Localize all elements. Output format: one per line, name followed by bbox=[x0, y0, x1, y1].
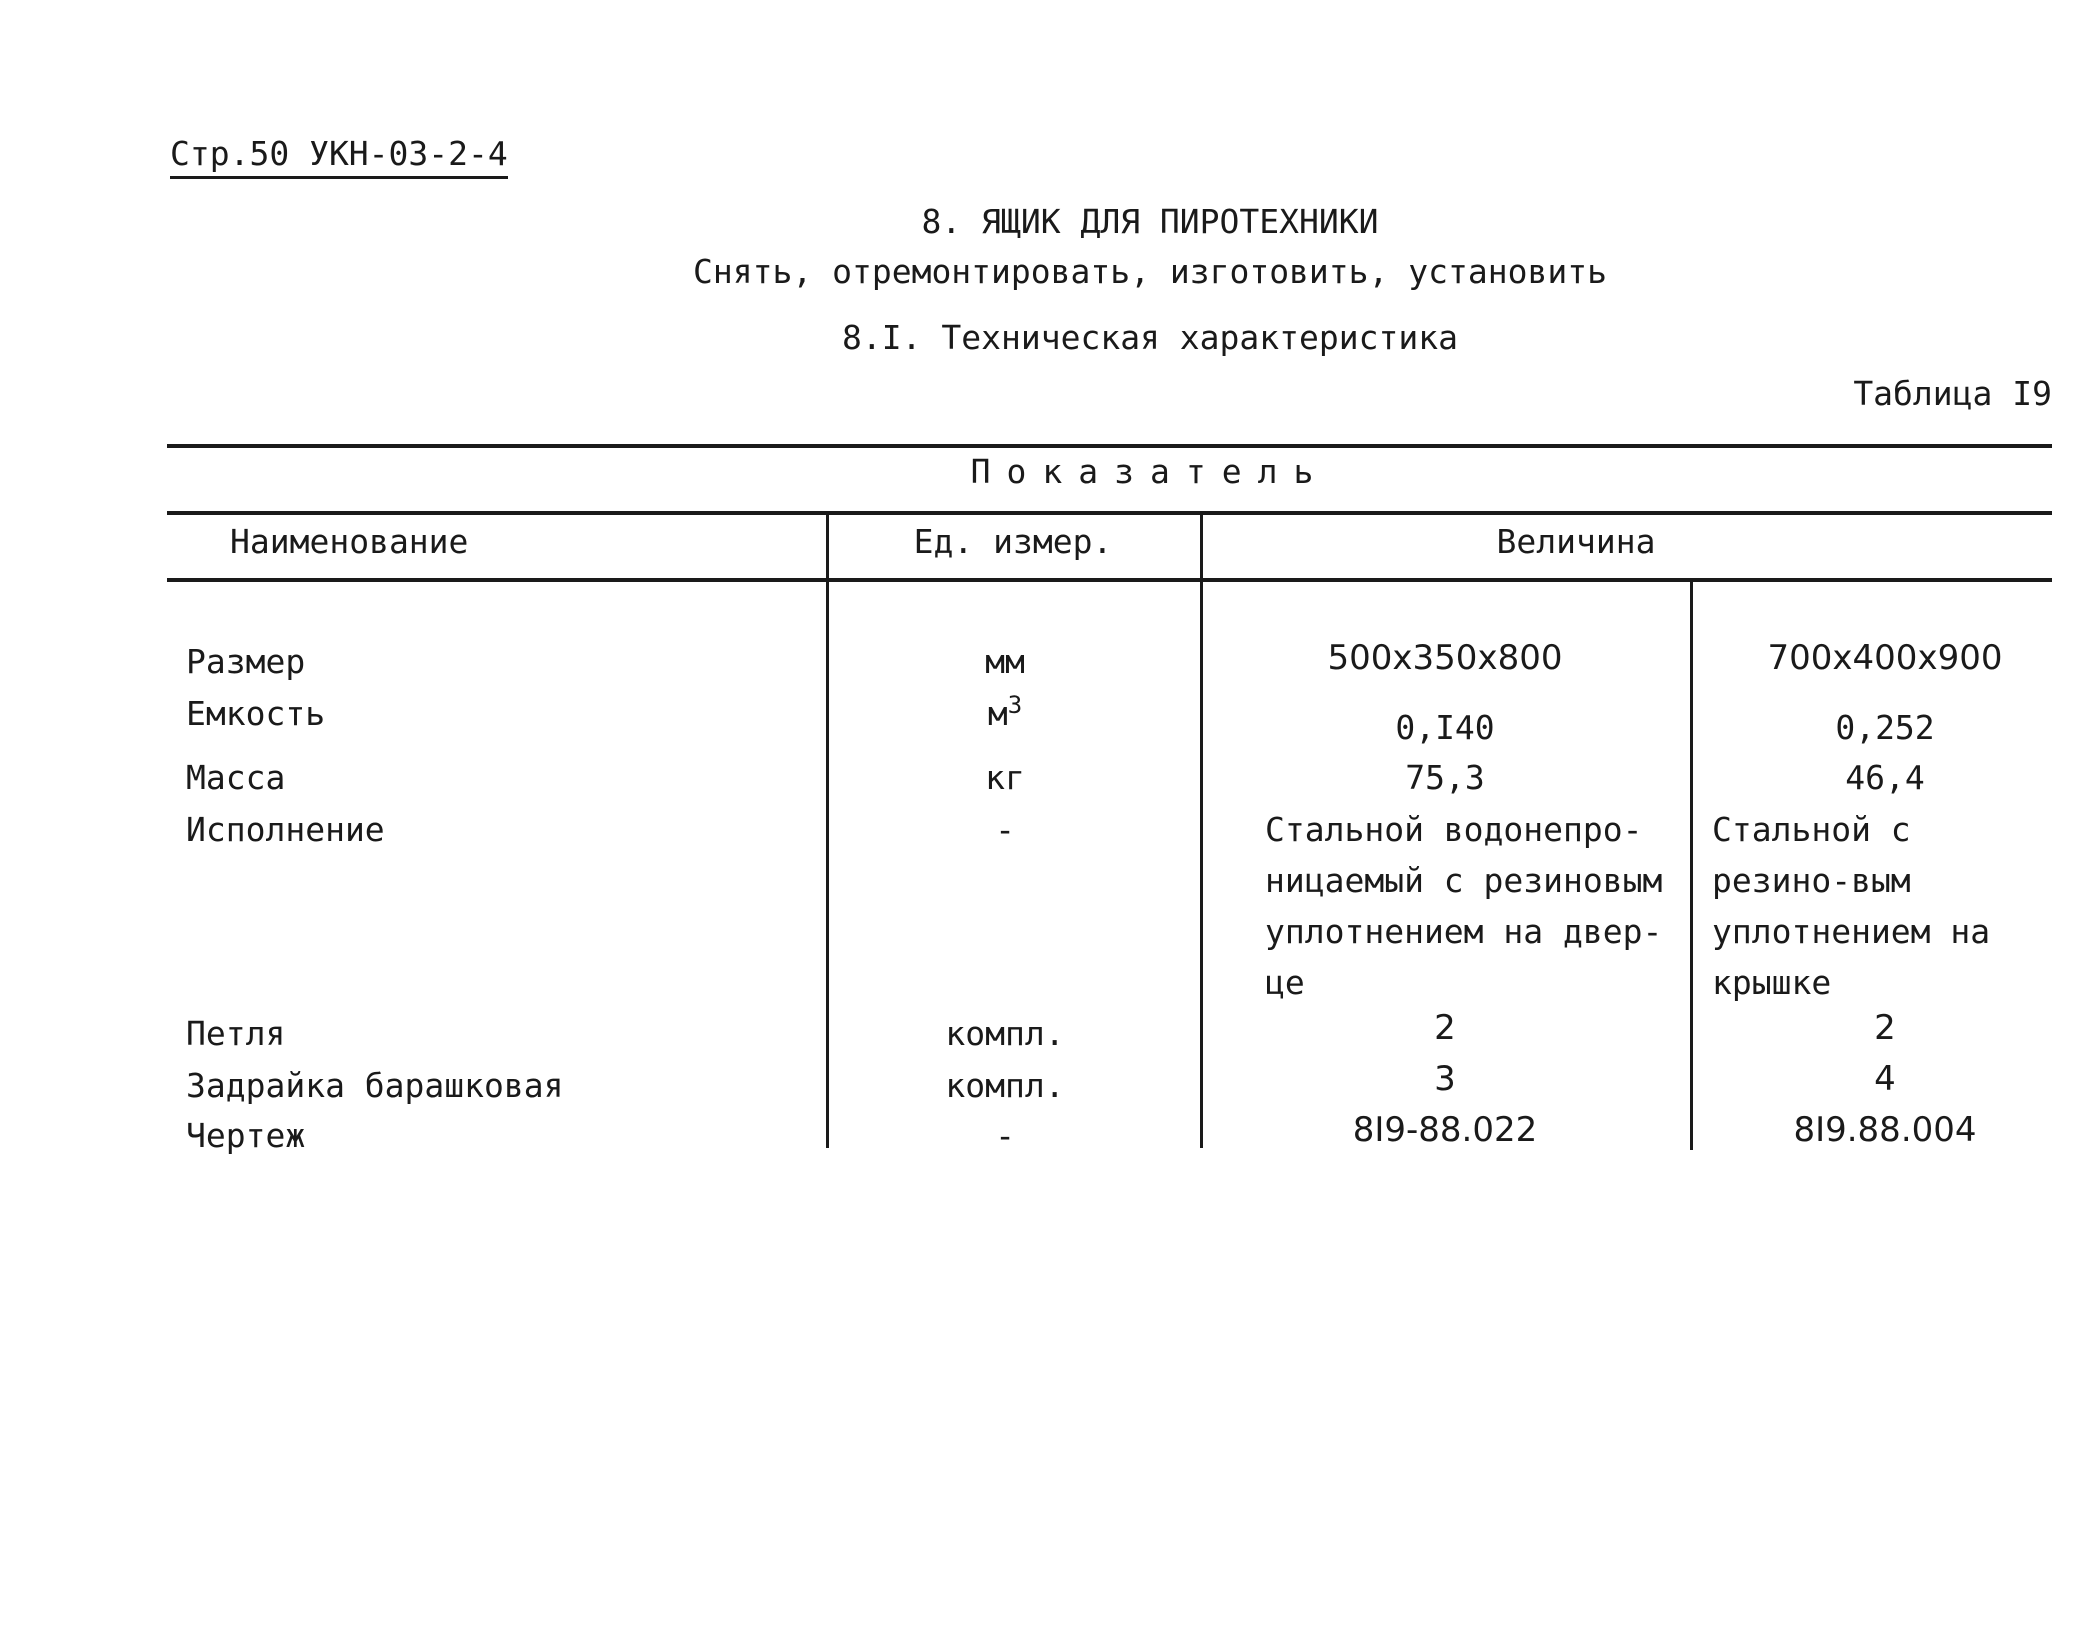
row-v2-drawing: 8I9.88.004 bbox=[1793, 1110, 1977, 1150]
row-v1-hinge: 2 bbox=[1434, 1008, 1456, 1048]
row-unit-hinge: компл. bbox=[945, 1014, 1065, 1053]
row-name-design: Исполнение bbox=[186, 810, 385, 849]
row-v1-drawing: 8I9-88.022 bbox=[1352, 1110, 1538, 1150]
header-name: Наименование bbox=[230, 522, 469, 561]
row-v1-design: Стальной водонепро-ницаемый с резиновым уплотнением на двер-це bbox=[1265, 810, 1663, 1002]
row-unit-design: - bbox=[995, 810, 1015, 849]
row-name-mass: Масса bbox=[186, 758, 286, 797]
row-name-capacity: Емкость bbox=[186, 694, 326, 733]
row-unit-drawing: - bbox=[995, 1116, 1015, 1155]
row-unit-capacity: $м^3$ bbox=[987, 691, 1023, 733]
row-v1-latch: 3 bbox=[1434, 1059, 1456, 1099]
row-v1-mass: 75,3 bbox=[1405, 758, 1485, 797]
header-value: Величина bbox=[1496, 522, 1656, 561]
row-v1-size: 500x350x800 bbox=[1327, 638, 1563, 678]
row-unit-size: мм bbox=[985, 642, 1025, 681]
header-unit: Ед. измер. bbox=[913, 522, 1113, 561]
section-title: 8.I. Техническая характеристика bbox=[842, 318, 1458, 357]
row-v2-hinge: 2 bbox=[1874, 1008, 1896, 1048]
row-v2-design: Стальной с резино-вым уплотнением на крышке bbox=[1712, 810, 1991, 1002]
document-title: 8. ЯЩИК ДЛЯ ПИРОТЕХНИКИ bbox=[921, 202, 1379, 241]
header-bottom-rule bbox=[167, 578, 2052, 582]
row-v2-capacity: 0,252 bbox=[1835, 708, 1935, 747]
row-name-drawing: Чертеж bbox=[186, 1116, 306, 1155]
row-v1-capacity: 0,I40 bbox=[1395, 708, 1495, 747]
document-subtitle: Снять, отремонтировать, изготовить, установить bbox=[693, 252, 1607, 291]
header-mid-rule bbox=[167, 511, 2052, 515]
row-v2-size: 700x400x900 bbox=[1767, 638, 2003, 678]
table-label: Таблица I9 bbox=[1853, 374, 2052, 413]
page-reference: Стр.50 УКН-03-2-4 bbox=[170, 134, 508, 179]
row-unit-mass: кг bbox=[985, 758, 1025, 797]
row-unit-latch: компл. bbox=[945, 1066, 1065, 1105]
header-indicator: Показатель bbox=[970, 452, 1330, 491]
table-top-rule bbox=[167, 444, 2052, 448]
row-name-size: Размер bbox=[186, 642, 306, 681]
row-name-latch: Задрайка барашковая bbox=[186, 1066, 564, 1105]
row-v2-mass: 46,4 bbox=[1845, 758, 1925, 797]
row-name-hinge: Петля bbox=[186, 1014, 286, 1053]
row-v2-latch: 4 bbox=[1874, 1059, 1896, 1099]
